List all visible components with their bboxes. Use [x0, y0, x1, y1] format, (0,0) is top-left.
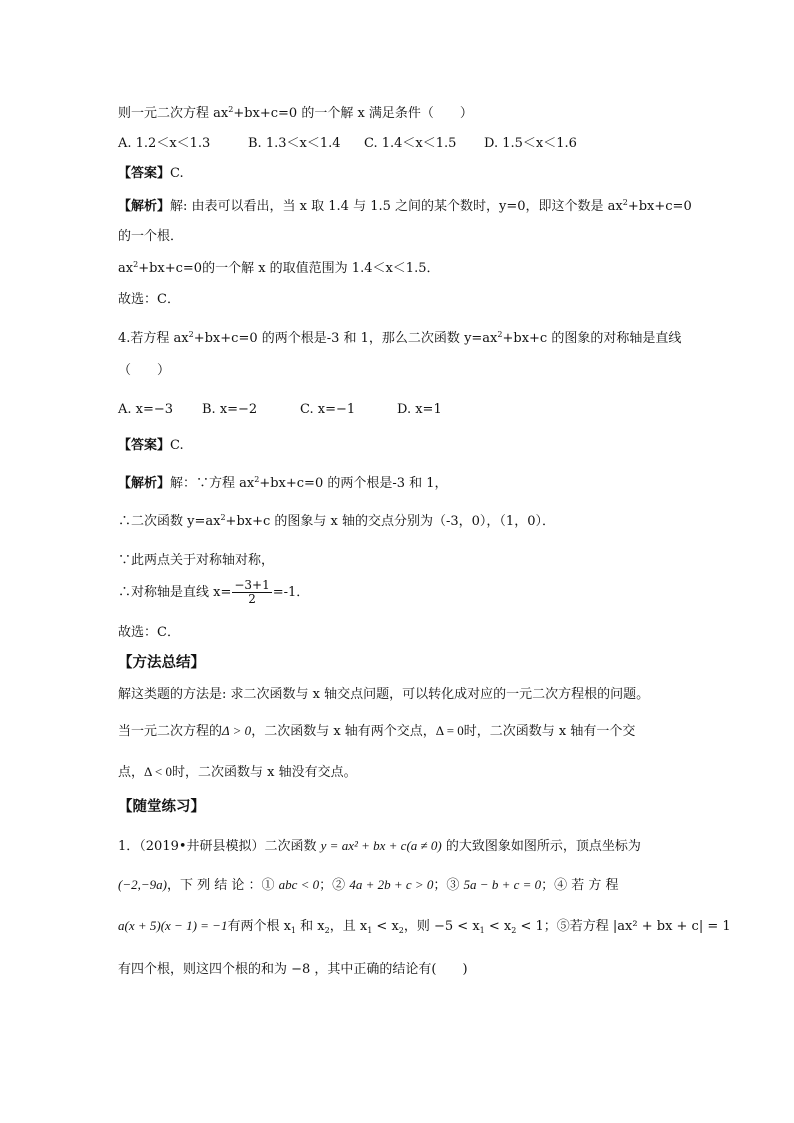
q3-option-c: C. 1.4＜x＜1.5 [364, 136, 457, 151]
q4-analysis-line3: ∵此两点关于对称轴对称， [118, 553, 275, 568]
q3-answer: 【答案】C. [118, 166, 184, 181]
q4-option-d: D. x=1 [397, 402, 442, 417]
q4-option-c: C. x=−1 [300, 402, 356, 417]
practice-line4: 有四个根，则这四个根的和为 −8 ，其中正确的结论有( ) [118, 962, 468, 977]
practice-line2: (−2,−9a)，下 列 结 论 ：① abc < 0；② 4a + 2b + c > 0；③ 5a − b + c = 0；④ 若 方 程 [118, 877, 619, 893]
q4-analysis-line4: ∴对称轴是直线 x= $\frac{-3+1}{2}$ =-1． [118, 578, 310, 606]
q3-option-a: A. 1.2＜x＜1.3 [118, 136, 211, 151]
practice-line1: 1．（2019•井研县模拟）二次函数 y = ax² + bx + c(a ≠ 0) 的大致图象如图所示，顶点坐标为 [118, 838, 641, 854]
q3-analysis-line3: $ax^2+bx+c=0$的一个解 x 的取值范围为 1.4＜x＜1.5． [118, 260, 440, 276]
q3-option-b: B. 1.3＜x＜1.4 [248, 136, 341, 151]
q3-stem: 则一元二次方程 $ax^2+bx+c=0$ 的一个解 x 满足条件（ ） [118, 105, 473, 121]
q4-option-a: A. x=−3 [118, 402, 174, 417]
method-line2: 当一元二次方程的Δ > 0，二次函数与 x 轴有两个交点，Δ = 0时，二次函数与 x 轴有一个交 [118, 723, 636, 739]
q4-analysis-line1: 【解析】解：∵方程 $ax^2+bx+c=0$ 的两个根是-3 和 1， [118, 475, 448, 491]
condition-zero: Δ = 0 [435, 723, 464, 738]
q4-stem-paren: （ ） [118, 363, 171, 378]
condition-negative: Δ < 0 [144, 764, 172, 779]
axis-fraction: $\frac{-3+1}{2}$ [234, 578, 270, 606]
q4-option-b: B. x=−2 [202, 402, 258, 417]
method-line1: 解这类题的方法是: 求二次函数与 x 轴交点问题，可以转化成对应的一元二次方程根的问题。 [118, 687, 650, 702]
q4-analysis-line2: ∴二次函数 $y=ax^2+bx+c$ 的图象与 x 轴的交点分别为（-3，0），（1，0）． [118, 513, 555, 529]
method-line3: 点，Δ < 0时，二次函数与 x 轴没有交点。 [118, 764, 357, 780]
q3-analysis-line1: 【解析】解: 由表可以看出，当 x 取 1.4 与 1.5 之间的某个数时，y=0，即这个数是 $ax^2+bx+c=0$ [118, 198, 692, 214]
condition-positive: Δ > 0 [222, 723, 252, 738]
q3-analysis-line2: 的一个根． [118, 229, 184, 244]
practice-heading: 【随堂练习】 [118, 798, 205, 815]
method-heading: 【方法总结】 [118, 654, 205, 671]
q4-answer: 【答案】C. [118, 438, 184, 453]
q3-conclusion: 故选：C． [118, 292, 180, 307]
q4-conclusion: 故选：C． [118, 625, 180, 640]
q3-option-d: D. 1.5＜x＜1.6 [484, 136, 577, 151]
q4-stem: 4.若方程 $ax^2+bx+c=0$ 的两个根是-3 和 1，那么二次函数 $y=ax^2+bx+c$ 的图象的对称轴是直线 [118, 330, 682, 346]
practice-line3: a(x + 5)(x − 1) = −1有两个根 $x_1$ 和 $x_2$，且 $x_1 < x_2$，则 $-5 < x_1 < x_2 < 1$；⑤若方程 |ax² + bx + c| = 1 [118, 918, 731, 935]
